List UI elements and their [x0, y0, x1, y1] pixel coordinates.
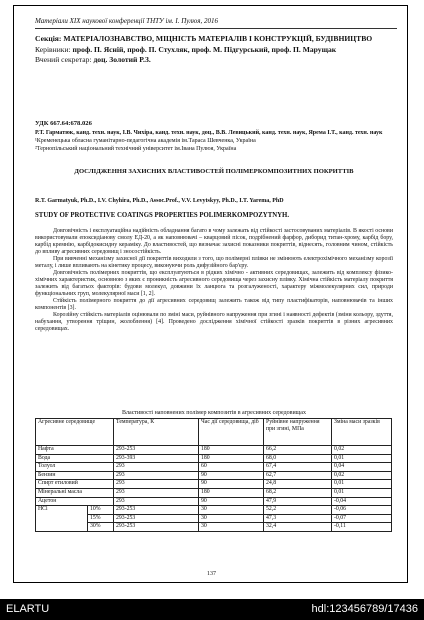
section-title: МАТЕРІАЛОЗНАВСТВО, МІЦНІСТЬ МАТЕРІАЛІВ І КОНСТРУКЦІЙ, БУДІВНИЦТВО: [63, 34, 373, 43]
table-cell: 32,4: [264, 523, 332, 532]
table-header-cell: Зміна маси зразків: [332, 419, 392, 446]
table-cell: 293-253: [114, 506, 199, 515]
table-header-cell: Руйнівне напруження при згині, МПа: [264, 419, 332, 446]
section-label: Секція:: [35, 34, 62, 43]
table-cell: 30: [199, 514, 264, 523]
table-header-cell: Температура, К: [114, 419, 199, 446]
table-cell: 68,0: [264, 454, 332, 463]
table-cell: Толуол: [36, 463, 114, 472]
table-cell: Ацетон: [36, 497, 114, 506]
authors-ua: Р.Т. Гарматюк, канд. техн. наук, І.В. Чихіра, канд. техн. наук, доц., В.В. Левицький, канд. техн. наук, Ярема І.Т., канд. техн. наук: [35, 130, 383, 136]
table-cell: 293: [114, 497, 199, 506]
affiliation-2: ²Тернопільський національний технічний університет ім.Івана Пулюя, Україна: [35, 145, 237, 152]
running-header: Матеріали XIX наукової конференції ТНТУ ім. І. Пулюя, 2016: [35, 17, 218, 25]
table-cell: -0,11: [332, 523, 392, 532]
table-cell: 47,9: [264, 497, 332, 506]
table-cell: -0,07: [332, 514, 392, 523]
table-cell: 67,4: [264, 463, 332, 472]
paragraph: Стійкість полімерного покриття до дії агресивних середовищ залежить також від типу пластифікаторів, наповнювачів та інших компонентів [3].: [35, 298, 393, 311]
paragraph: Довговічність полімерних покриттів, що експлуатуються в рідких хімічно - активних середовищах, залежить від комплексу фізико-хімічних характеристик, основною з яких є проникність агресивного середовища через захисну плівку. Хімічна стійкість матеріалу покриття залежить від багатьох факторів: будови молекул, довжини їх ланцюга та розгалуженості, характеру міжмолекулярних сил, природи функціональних груп, молекулярної маси [1, 2].: [35, 270, 393, 297]
table-row: [36, 463, 392, 472]
table-row: [36, 480, 392, 489]
table-cell: 62,7: [264, 471, 332, 480]
table-cell: 90: [199, 497, 264, 506]
table-cell: 293-393: [114, 454, 199, 463]
secretary-label: Вчений секретар:: [35, 55, 92, 64]
body-text: [35, 228, 393, 333]
table-cell: Нафта: [36, 446, 114, 455]
table-row: [36, 488, 392, 497]
paper-title-en: STUDY OF PROTECTIVE COATINGS PROPERTIES POLIMERKOMPOZYTNYH.: [35, 212, 290, 219]
table-cell: 293: [114, 463, 199, 472]
table-header-cell: Агресивне середовище: [36, 419, 114, 446]
authors-en: R.T. Garmatyuk, Ph.D., I.V. Chyhira, Ph.D., Assoc.Prof., V.V. Levytskyy, Ph.D., I.T. Yarema, PhD: [35, 198, 284, 204]
table-cell: Вода: [36, 454, 114, 463]
table-header-cell: Час дії середовища, діб: [199, 419, 264, 446]
table-cell: Мінеральні масла: [36, 488, 114, 497]
table-cell: 90: [199, 480, 264, 489]
paragraph: Корозійну стійкість матеріалів оцінювали по зміні маси, руйнівного напруження при згині і наявності дефектів (зміни кольору, здуття, набухання, утворення тріщин, жолоблення) [4]. Проведено дослідження хімічної стійкості зразків покриттів в різних агресивних середовищах.: [35, 312, 393, 332]
table-row: [36, 523, 392, 532]
page-number: 137: [207, 571, 216, 577]
table-row: [36, 471, 392, 480]
table-cell: 180: [199, 446, 264, 455]
table-cell: Бензин: [36, 471, 114, 480]
table-cell: 0,04: [332, 463, 392, 472]
table-cell: 66,2: [264, 446, 332, 455]
table-row: [36, 454, 392, 463]
heads-names: проф. П. Ясній, проф. П. Стухляк, проф. М. Підгурський, проф. П. Марущак: [72, 44, 337, 54]
status-bar: [0, 599, 424, 620]
table-cell: 0,01: [332, 488, 392, 497]
table-cell: 10%: [88, 506, 114, 515]
table-row: [36, 446, 392, 455]
paper-title-ua: ДОСЛІДЖЕННЯ ЗАХИСНИХ ВЛАСТИВОСТЕЙ ПОЛІМЕРКОМПОЗИТНИХ ПОКРИТТІВ: [74, 168, 354, 175]
table-cell: 30: [199, 506, 264, 515]
table-cell: 0,02: [332, 471, 392, 480]
table-row: [36, 506, 392, 515]
table-cell: Спирт етиловий: [36, 480, 114, 489]
table-cell: 293: [114, 471, 199, 480]
table-cell: 293: [114, 480, 199, 489]
table-cell: 293-253: [114, 446, 199, 455]
table-cell: 180: [199, 454, 264, 463]
table-cell: 15%: [88, 514, 114, 523]
affiliation-1: ¹Кременецька обласна гуманітарно-педагогічна академія ім.Тараса Шевченка, Україна: [35, 137, 256, 144]
status-left: ELARTU: [6, 603, 50, 615]
authors-block: [35, 130, 393, 153]
hcl-label-cell: HCl: [36, 506, 88, 532]
table-cell: 0,01: [332, 480, 392, 489]
table-cell: 60: [199, 463, 264, 472]
table-cell: 0,02: [332, 446, 392, 455]
table-row: [36, 514, 392, 523]
paragraph: При вивченні механізму захисної дії покриттів виходили з того, що полімерні плівки не змінюють електрохімічного механізму корозії металу, і лише впливають на кінетику процесу, виконуючи роль дифузійного бар'єру.: [35, 256, 393, 269]
table-header-row: [36, 419, 392, 446]
table-cell: 293: [114, 488, 199, 497]
table-cell: 24,8: [264, 480, 332, 489]
table-cell: 30: [199, 523, 264, 532]
table-cell: 0,01: [332, 454, 392, 463]
section-line: [35, 34, 395, 45]
status-right: hdl:123456789/17436: [311, 603, 418, 615]
section-block: [35, 34, 395, 66]
secretary-line: [35, 55, 395, 66]
udc-code: УДК 667.64:678.026: [35, 120, 92, 127]
table-cell: 180: [199, 488, 264, 497]
table-cell: 47,3: [264, 514, 332, 523]
table-caption: Властивості наповнених полімер композитів в агресивних середовищах: [122, 410, 306, 416]
secretary-name: доц. Золотий Р.З.: [93, 55, 151, 64]
table-cell: 30%: [88, 523, 114, 532]
heads-label: Керівники:: [35, 44, 71, 54]
table-cell: 52,2: [264, 506, 332, 515]
results-table: [35, 418, 392, 532]
heads-line: [35, 45, 395, 56]
table-cell: 68,2: [264, 488, 332, 497]
table-row: [36, 497, 392, 506]
document-page: [13, 5, 408, 583]
table-cell: -0,04: [332, 497, 392, 506]
table-cell: 293-253: [114, 514, 199, 523]
header-rule: [35, 28, 397, 29]
table-cell: -0,06: [332, 506, 392, 515]
table-cell: 90: [199, 471, 264, 480]
table-cell: 293-253: [114, 523, 199, 532]
paragraph: Довговічність і експлуатаційна надійність обладнання багато в чому залежать від стійкості застосовуваних матеріалів. В якості основи використовували епоксидіанову смолу ЕД-20, а як наповнювачі – кварцовий пісок, подрібнений фарфор, диборид титан-хрому, карбід бору, карбід кремнію, карбідокисидну кераміку. До властивостей, що визначає захисні показники покриттів, віднесять, головним чином, стійкість до впливу агресивних середовищ і зносостійкість.: [35, 228, 393, 255]
